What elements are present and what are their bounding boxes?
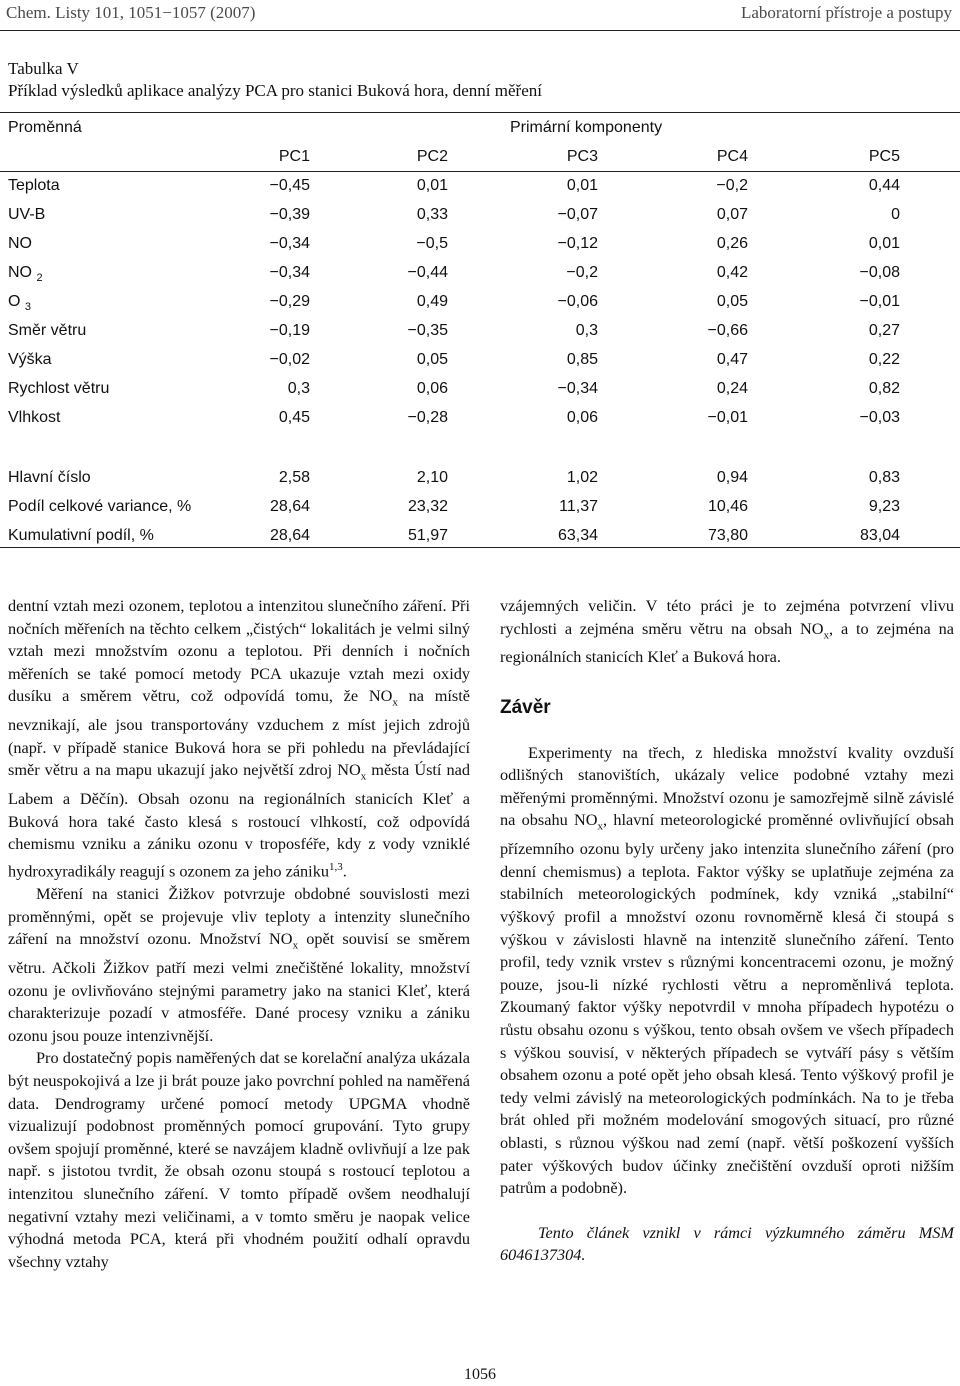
- table-row-cell: −0,12: [557, 235, 598, 252]
- table-row-cell: 0,33: [416, 206, 448, 223]
- summary-row-label: Hlavní číslo: [8, 469, 91, 486]
- table-row-cell: −0,07: [557, 206, 598, 223]
- table-row-label: Směr větru: [8, 322, 87, 339]
- table-row-cell: −0,28: [407, 409, 448, 426]
- table-row-cell: −0,44: [407, 264, 448, 281]
- table-row-cell: −0,08: [859, 264, 900, 281]
- summary-row-cell: 0,83: [868, 469, 900, 486]
- table-row-cell: 0,01: [868, 235, 900, 252]
- section-title: Laboratorní přístroje a postupy: [740, 3, 952, 22]
- paragraph: vzájemných veličin. V této práci je to zejména potvrzení vlivu rychlosti a zejména směru větru na obsah $NO_x$, a to zejména na regionálních stanicích Kleť a Buková hora.: [500, 596, 955, 667]
- table-row-cell: 0,49: [416, 293, 448, 310]
- table-row-cell: 0,06: [566, 409, 598, 426]
- table-row-cell: 0,22: [868, 351, 900, 368]
- table-caption: [8, 58, 542, 102]
- header-rule: [0, 171, 960, 172]
- summary-row-cell: 10,46: [707, 498, 748, 515]
- summary-row-cell: 83,04: [859, 527, 900, 544]
- table-row-cell: 0,07: [716, 206, 748, 223]
- summary-row-cell: 23,32: [407, 498, 448, 515]
- table-row-cell: −0,01: [859, 293, 900, 310]
- table-row-cell: 0,27: [868, 322, 900, 339]
- table-row-cell: −0,34: [269, 264, 310, 281]
- running-header: [0, 0, 960, 31]
- table-row-label: Vlhkost: [8, 409, 61, 426]
- table-row-cell: 0,47: [716, 351, 748, 368]
- acknowledgement: Tento článek vznikl v rámci výzkumného záměru MSM 6046137304.: [500, 1222, 954, 1265]
- table-row-cell: 0,05: [416, 351, 448, 368]
- table-row-cell: 0,3: [575, 322, 598, 339]
- summary-row-cell: 2,58: [278, 469, 310, 486]
- summary-row-cell: 0,94: [716, 469, 748, 486]
- paragraph: Měření na stanici Žižkov potvrzuje obdobné souvislosti mezi proměnnými, opět se projevuje vliv teploty a intenzity slunečního záření na množství ozonu. Množství $NO_x$ opět souvisí se směrem větru. Ačkoli Žižkov patří mezi velmi znečištěné lokality, množství ozonu je ovlivňováno stejnými parametry jako na stanici Kleť, která charakterizuje pozadí v atmosféře. Dané procesy vzniku a zániku ozonu jsou pouze intenzivnější.: [8, 884, 471, 1045]
- table-row-cell: 0,85: [566, 351, 598, 368]
- table-row-cell: 0,24: [716, 380, 748, 397]
- summary-row-cell: 1,02: [566, 469, 598, 486]
- table-row-cell: −0,5: [416, 235, 448, 252]
- table-row-cell: 0,01: [566, 177, 598, 194]
- summary-row-label: Podíl celkové variance, %: [8, 498, 192, 515]
- table-row-cell: 0,26: [716, 235, 748, 252]
- table-row-cell: −0,02: [269, 351, 310, 368]
- table-row-cell: −0,34: [269, 235, 310, 252]
- paragraph: dentní vztah mezi ozonem, teplotou a intenzitou slunečního záření. Při nočních měřeních na těchto celkem „čistých“ lokalitách je velmi silný vztah mezi množstvím ozonu a teplotou. Při denních i nočních měřeních se také pomocí metody PCA ukazuje vztah mezi oxidy dusíku a směrem větru, což odpovídá tomu, že $NO_x$ na místě nevznikají, ale jsou transportovány vzduchem z míst jejich zdrojů (např. v případě stanice Buková hora se při pohledu na převládající směr větru a na mapu ukazují jako největší zdroj $NO_x$ města Ústí nad Labem a Děčín). Obsah ozonu na regionálních stanicích Kleť a Buková hora také často klesá s rostoucí vlhkostí, což odpovídá chemismu vzniku a zániku ozonu v troposféře, kdy z vody vzniklé hydroxyradikály reagují s ozonem za jeho zániku$^{1,3}$.: [8, 596, 471, 881]
- column-header-pc1: PC1: [278, 148, 310, 165]
- summary-row-cell: 28,64: [269, 498, 310, 515]
- left-column: [8, 595, 470, 1273]
- paragraph: Pro dostatečný popis naměřených dat se korelační analýza ukázala být neuspokojivá a lze ji brát pouze jako povrchní pohled na naměřená data. Dendrogramy určené pomocí metody UPGMA vhodně vizualizují podobnost proměnných pomocí grupování. Tyto grupy ovšem spojují proměnné, které se navzájem kladně ovlivňují a lze pak např. s jistotou tvrdit, že obsah ozonu stoupá s rostoucí teplotou a intenzitou slunečního záření. V tomto případě ovšem neodhalují negativní vztahy mezi veličinami, a v tomto směru je naopak velice výhodná metoda PCA, která při vhodném použití odhalí opravdu všechny vztahy: [8, 1048, 470, 1271]
- table-row-cell: −0,2: [566, 264, 598, 281]
- table-row-cell: 0,42: [716, 264, 748, 281]
- table-row-cell: 0,05: [716, 293, 748, 310]
- column-header-pc2: PC2: [416, 148, 448, 165]
- summary-row-cell: 73,80: [707, 527, 748, 544]
- table-row-cell: −0,19: [269, 322, 310, 339]
- table-row-cell: 0,06: [416, 380, 448, 397]
- table-label: Tabulka V: [8, 59, 79, 78]
- table-row-cell: −0,2: [716, 177, 748, 194]
- paragraph: Experimenty na třech, z hlediska množství kvality ovzduší odlišných stanovištích, ukázaly velice podobné vztahy mezi měřenými proměnnými. Množství ozonu je samozřejmě silně závislé na obsahu $NO_x$, hlavní meteorologické proměnné ovlivňující obsah přízemního ozonu byly určeny jako intenzita slunečního záření (pro denní chemismus) a teplota. Faktor výšky se uplatňuje zejména za stabilních meteorologických podmínek, kdy vzniká „stabilní“ výškový profil a množství ozonu rovnoměrně klesá či stoupá s výškou v závislosti hlavně na intenzitě slunečního záření. Tento profil, tedy vznik vrstev s různými koncentracemi ozonu, je možný pouze, jsou-li nízké rychlosti větru a neproměnlivá teplota. Zkoumaný faktor výšky nepotvrdil v mnoha případech hypotézu o růstu obsahu ozonu s výškou, tento obsah ovšem ve všech případech s výškou souvisí, v některých případech se vytváří pásy s větším obsahem ozonu a poté opět jeho obsah klesá. Tento výškový profil je tedy velmi závislý na meteorologických podmínkách. Na to je třeba brát ohled při možném modelování smogových situací, pro různé oblasti, s různou výškou nad zemí (např. větší poškození vyšších pater výškových budov účinky znečištění ovzduší oproti nižším patrům a podobně).: [500, 742, 954, 1198]
- summary-row-cell: 9,23: [868, 498, 900, 515]
- table-row-cell: 0,3: [287, 380, 310, 397]
- summary-row-label: Kumulativní podíl, %: [8, 527, 154, 544]
- table-row-cell: 0,44: [868, 177, 900, 194]
- table-row-cell: −0,34: [557, 380, 598, 397]
- table-row-cell: −0,01: [707, 409, 748, 426]
- column-header-pc5: PC5: [868, 148, 900, 165]
- table-row-label: O $_3$: [8, 293, 32, 314]
- table-row-cell: −0,35: [407, 322, 448, 339]
- table-row-cell: −0,29: [269, 293, 310, 310]
- table-top-rule: [0, 112, 960, 113]
- journal-citation: Chem. Listy 101, 1051−1057 (2007): [6, 3, 256, 22]
- column-header-pc3: PC3: [566, 148, 598, 165]
- table-row-cell: 0,82: [868, 380, 900, 397]
- table-title: Příklad výsledků aplikace analýzy PCA pro stanici Buková hora, denní měření: [8, 81, 542, 100]
- table-row-cell: −0,03: [859, 409, 900, 426]
- table-row-label: Výška: [8, 351, 52, 368]
- table-row-label: UV-B: [8, 206, 46, 223]
- components-header: Primární komponenty: [510, 119, 663, 136]
- table-row-label: NO: [8, 235, 32, 252]
- table-row-cell: −0,06: [557, 293, 598, 310]
- table-row-label: Teplota: [8, 177, 60, 194]
- table-row-cell: 0,01: [416, 177, 448, 194]
- summary-row-cell: 63,34: [557, 527, 598, 544]
- summary-row-cell: 28,64: [269, 527, 310, 544]
- variable-header: Proměnná: [8, 119, 82, 136]
- summary-row-cell: 2,10: [416, 469, 448, 486]
- table-row-cell: −0,45: [269, 177, 310, 194]
- summary-row-cell: 51,97: [407, 527, 448, 544]
- table-bottom-rule: [0, 547, 960, 548]
- table-row-cell: 0,45: [278, 409, 310, 426]
- table-row-cell: 0: [891, 206, 900, 223]
- right-column: [500, 595, 954, 1267]
- table-row-label: NO $_2$: [8, 264, 43, 285]
- column-header-pc4: PC4: [716, 148, 748, 165]
- section-heading: Závěr: [500, 697, 551, 719]
- table-row-cell: −0,39: [269, 206, 310, 223]
- page-number: 1056: [464, 1366, 496, 1383]
- summary-row-cell: 11,37: [559, 498, 598, 515]
- table-row-label: Rychlost větru: [8, 380, 110, 397]
- table-row-cell: −0,66: [707, 322, 748, 339]
